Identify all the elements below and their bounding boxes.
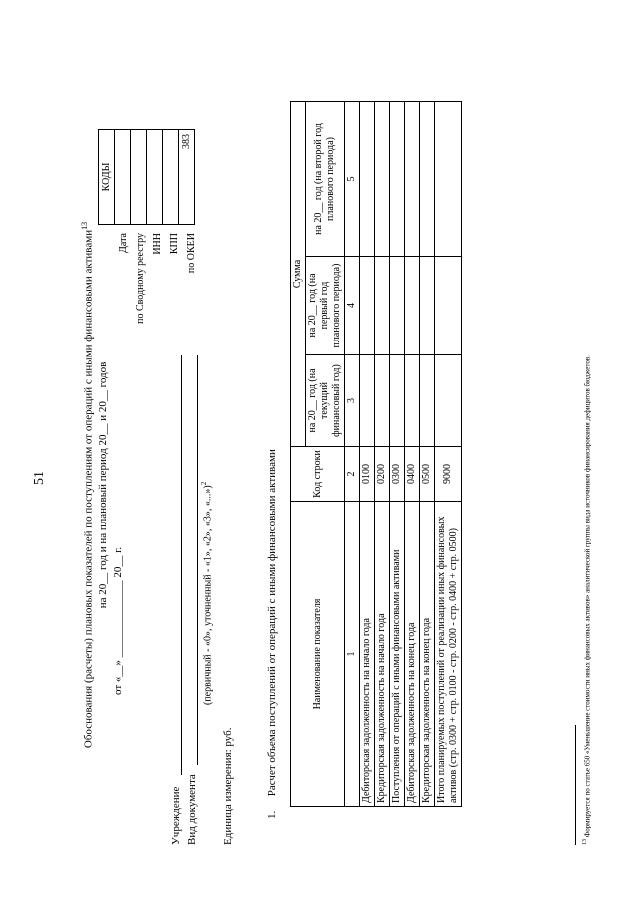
codes-label-inn: ИНН	[152, 233, 163, 255]
row-code: 0500	[420, 447, 435, 502]
codes-label-okei: по ОКЕИ	[186, 233, 197, 274]
cell-input[interactable]	[435, 257, 462, 355]
table-row	[405, 102, 420, 807]
cell-input[interactable]	[390, 355, 405, 447]
codes-header: КОДЫ	[99, 130, 115, 225]
row-name: Поступления от операций с иными финансовыми активами	[390, 502, 405, 807]
row-code: 0300	[390, 447, 405, 502]
col-number-2: 2	[345, 447, 360, 502]
cell-input[interactable]	[435, 102, 462, 257]
unit-of-measure: Единица измерения: руб.	[222, 727, 234, 845]
page-number: 51	[32, 471, 47, 485]
section-number: 1.	[266, 810, 278, 819]
row-name: Итого планируемых поступлений от реализации иных финансовых активов (стр. 0300 + стр. 0100 - стр. 0200 - стр. 0400 + стр. 0500)	[435, 502, 462, 807]
calculation-table	[290, 101, 462, 807]
section-heading	[266, 449, 278, 819]
table-row	[375, 102, 390, 807]
document-note-text: (первичный - «0», уточненный - «1», «2», «3», «...»)	[202, 485, 214, 705]
organization-label: Учреждение	[170, 786, 182, 845]
document-type-note	[200, 482, 213, 705]
header-indicator-name: Наименование показателя	[291, 502, 345, 807]
header-year-3: на 20__ год (на второй год планового периода)	[306, 102, 345, 257]
cell-input[interactable]	[405, 257, 420, 355]
cell-input[interactable]	[360, 102, 375, 257]
row-name: Дебиторская задолженность на конец года	[405, 502, 420, 807]
cell-input[interactable]	[420, 257, 435, 355]
col-number-3: 3	[345, 355, 360, 447]
codes-value-date[interactable]	[115, 130, 131, 225]
col-number-4: 4	[345, 257, 360, 355]
row-code: 0400	[405, 447, 420, 502]
footnote-divider	[575, 725, 576, 845]
footnote-text: Формируется по статье 650 «Уменьшение стоимости иных финансовых активов» аналитической группы вида источников финансирования дефицитов бюджетов.	[583, 355, 592, 838]
cell-input[interactable]	[420, 355, 435, 447]
document-type-label: Вид документа	[186, 774, 198, 845]
col-number-1: 1	[345, 502, 360, 807]
header-year-1: на 20__ год (на текущий финансовый год)	[306, 355, 345, 447]
codes-value-inn[interactable]	[147, 130, 163, 225]
header-sum: Сумма	[291, 102, 306, 447]
codes-label-kpp: КПП	[169, 233, 180, 255]
cell-input[interactable]	[360, 355, 375, 447]
cell-input[interactable]	[405, 102, 420, 257]
title-line-1: Обоснования (расчеты) плановых показателей по поступлениям от операций с иными финансовыми активами	[82, 229, 95, 749]
row-name: Дебиторская задолженность на начало года	[360, 502, 375, 807]
document-type-field[interactable]	[186, 355, 198, 765]
cell-input[interactable]	[435, 355, 462, 447]
date-line: от «__» ______________ 20__ г.	[112, 546, 124, 695]
row-code: 0100	[360, 447, 375, 502]
cell-input[interactable]	[375, 355, 390, 447]
cell-input[interactable]	[390, 257, 405, 355]
header-row-code: Код строки	[291, 447, 345, 502]
header-year-2: на 20__ год (на первый год планового периода)	[306, 257, 345, 355]
cell-input[interactable]	[360, 257, 375, 355]
table-row	[390, 102, 405, 807]
col-number-5: 5	[345, 102, 360, 257]
title-footnote-ref: 13	[80, 221, 89, 230]
row-code: 0200	[375, 447, 390, 502]
codes-label-date: Дата	[118, 233, 129, 253]
document-title	[78, 175, 110, 795]
table-row	[420, 102, 435, 807]
codes-value-registry[interactable]	[131, 130, 147, 225]
codes-value-kpp[interactable]	[163, 130, 179, 225]
row-name: Кредиторская задолженность на конец года	[420, 502, 435, 807]
table-row	[435, 102, 462, 807]
cell-input[interactable]	[420, 102, 435, 257]
organization-field[interactable]	[170, 355, 182, 775]
document-note-ref: 2	[200, 481, 208, 486]
row-code: 9000	[435, 447, 462, 502]
table-row	[360, 102, 375, 807]
footnote	[582, 355, 591, 845]
codes-table	[98, 129, 195, 225]
cell-input[interactable]	[390, 102, 405, 257]
row-name: Кредиторская задолженность на начало года	[375, 502, 390, 807]
cell-input[interactable]	[375, 102, 390, 257]
footnote-ref: 13	[582, 839, 588, 845]
section-title: Расчет объема поступлений от операций с иными финансовыми активами	[266, 449, 278, 797]
title-line-2: на 20__ год и на плановый период 20__ и 20__ годов	[96, 361, 109, 609]
cell-input[interactable]	[405, 355, 420, 447]
codes-label-registry: по Сводному реестру	[135, 233, 146, 324]
cell-input[interactable]	[375, 257, 390, 355]
codes-value-okei[interactable]: 383	[179, 130, 195, 225]
